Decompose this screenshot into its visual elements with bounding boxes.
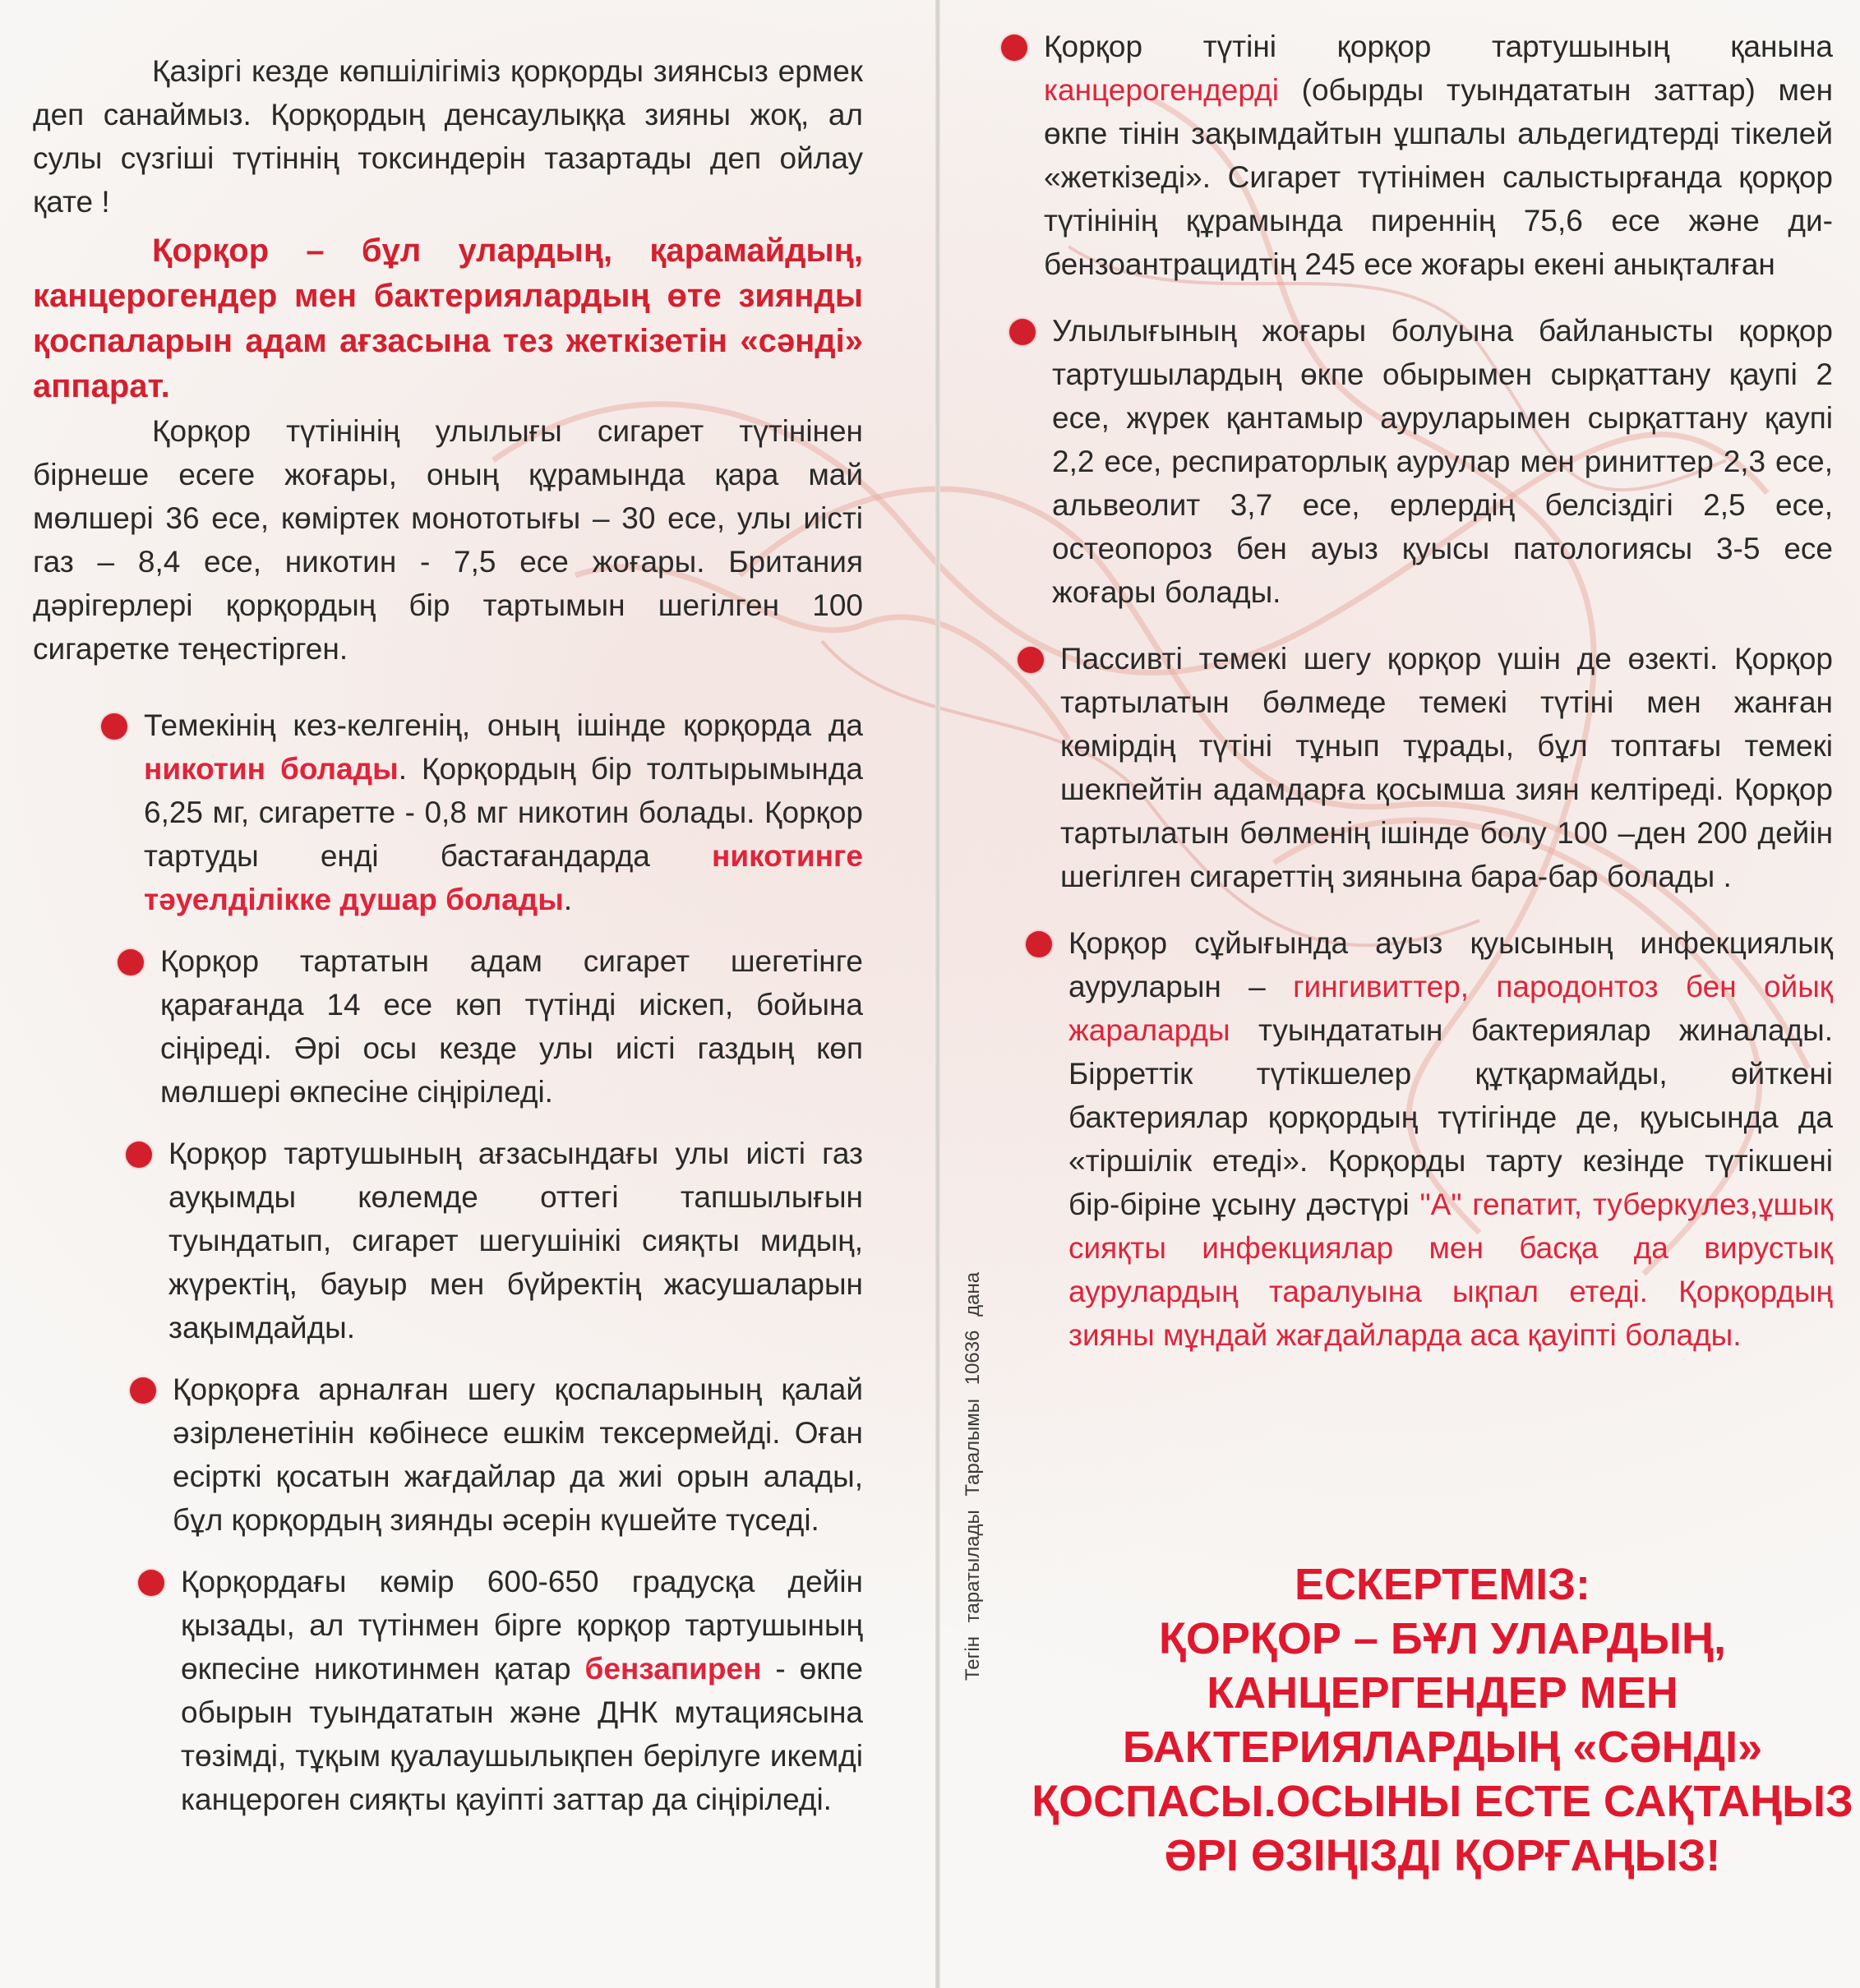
- highlight-nicotine: никотин болады: [144, 752, 399, 786]
- bullet-icon: [130, 1377, 156, 1404]
- text-fragment: туындататын бактериялар жиналады. Бірреттік түтікшелер құтқармайды, өйткені бактериялар қорқордың түтігінде де, қуысында да «тіршілік етеді». Қорқорды тарту кезінде түтікшені бір-біріне ұсыну дәстүрі: [1068, 1013, 1833, 1221]
- warning-line: ӘРІ ӨЗІҢІЗДІ ҚОРҒАҢЫЗ!: [1164, 1831, 1721, 1880]
- text-fragment: Қорқордағы көмір 600-650 градусқа дейін қызады, ал түтінмен бірге қорқор тартушының өкпесіне никотинмен қатар: [181, 1565, 863, 1686]
- text-fragment: Қорқор сұйығында ауыз қуысының инфекциялық ауруларын –: [1068, 926, 1833, 1003]
- bullet-icon: [126, 1142, 152, 1168]
- list-item: [1068, 921, 1833, 1357]
- highlight-benzapyrene: бензапирен: [584, 1652, 762, 1686]
- distribution-note: Тегін таратылады Таралымы 10636 дана: [962, 1271, 984, 1681]
- list-item-text: Қорқор тартушының ағзасындағы улы иісті газ ауқымды көлемде оттегі тапшылығын туындатып, сигарет шегушінікі сияқты мидың, жүректің, бауыр мен бүйректің жасушаларын зақымдайды.: [168, 1137, 863, 1345]
- bullet-icon: [1009, 319, 1036, 345]
- intro-paragraph: Қазіргі кезде көпшілігіміз қорқорды зиянсыз ермек деп санаймыз. Қорқордың денсаулыққа зияны жоқ, ал сулы сүзгіші түтіннің токсиндерін тазартады деп ойлау қате !: [33, 54, 863, 219]
- warning-title: ЕСКЕРТЕМІЗ:: [1294, 1560, 1591, 1609]
- list-item-text: Қорқорға арналған шегу қоспаларының қалай әзірленетінін көбінесе ешкім тексермейді. Оған есірткі қосатын жағдайлар да жиі орын алады, бұл қорқордың зиянды әсерін күшейте түседі.: [173, 1372, 863, 1537]
- bullet-icon: [101, 713, 127, 740]
- highlight-dependency: никотинге тәуелділікке душар болады: [144, 839, 863, 916]
- page-fold: [935, 0, 940, 1988]
- list-item: [1044, 25, 1833, 286]
- lead-statement-rest: канцерогендер мен бактериялардың өте зиянды қоспаларын адам ағзасына тез жеткізетін «сәнді» аппарат.: [33, 278, 863, 404]
- list-item: [181, 1560, 863, 1821]
- left-column: [33, 49, 863, 1821]
- list-item-text: Қорқор тартатын адам сигарет шегетінге қарағанда 14 есе көп түтінді иіскеп, бойына сіңіреді. Әрі осы кезде улы иісті газдың көп мөлшері өкпесіне сіңіріледі.: [160, 944, 863, 1109]
- text-fragment: (обырды туындататын заттар) мен өкпе тінін зақымдайтын ұшпалы альдегидтерді тікелей «жеткізеді». Сигарет түтінімен салыстырғанда қорқор түтінінің құрамында пиреннің 75,6 есе және ди-бензоантрацидтің 245 есе жоғары екені анықталған: [1044, 73, 1833, 281]
- list-item: [144, 703, 863, 921]
- text-fragment: - өкпе обырын туындататын және ДНК мутациясына төзімді, тұқым қуалаушылықпен берілуге икемді канцероген сияқты қауіпті заттар да сіңіріледі.: [181, 1652, 863, 1816]
- list-item: [160, 939, 863, 1114]
- list-item-text: [1068, 921, 1833, 1357]
- warning-line: КАНЦЕРГЕНДЕР МЕН: [1207, 1668, 1678, 1718]
- bullet-icon: [1001, 35, 1027, 61]
- bullet-icon: [1018, 647, 1044, 673]
- text-fragment: . Қорқордың бір толтырымында 6,25 мг, сигаретте - 0,8 мг никотин болады. Қорқор тартуды енді бастағандарда: [144, 752, 864, 873]
- lead-statement: [33, 228, 863, 409]
- bullet-icon: [1026, 931, 1052, 957]
- list-item-text: [1044, 25, 1833, 286]
- list-item-text: Улылығының жоғары болуына байланысты қорқор тартушылардың өкпе обырымен сырқаттану қаупі 2 есе, жүрек қантамыр ауруларымен сырқаттану қаупі 2,2 есе, респираторлық аурулар мен риниттер 2,3 есе, альвеолит 3,7 есе, ерлердің белсіздігі 2,5 есе, остеопороз бен ауыз қуысы патологиясы 3-5 есе жоғары болады.: [1052, 314, 1833, 609]
- warning-line: ҚОРҚОР – БҰЛ УЛАРДЫҢ,: [1158, 1614, 1727, 1663]
- toxicity-paragraph: Қорқор түтінінің улылығы сигарет түтінінен бірнеше есеге жоғары, оның құрамында қара май мөлшері 36 есе, көміртек монототығы – 30 есе, улы иісті газ – 8,4 есе, никотин - 7,5 есе жоғары. Британия дәрігерлері қорқордың бір тартымын шегілген 100 сигаретке теңестірген.: [33, 414, 863, 666]
- list-item: [1052, 309, 1833, 614]
- warning-line: БАКТЕРИЯЛАРДЫҢ «СӘНДІ»: [1122, 1723, 1763, 1772]
- list-item-text: [181, 1560, 863, 1821]
- list-item: [173, 1368, 863, 1542]
- bullet-icon: [118, 949, 144, 976]
- list-item-text: Пассивті темекі шегу қорқор үшін де өзекті. Қорқор тартылатын бөлмеде темекі түтіні мен жанған көмірдің түтіні тұнып тұрады, бұл топтағы темекі шекпейтін адамдарға қосымша зиян келтіреді. Қорқор тартылатын бөлменің ішінде болу 100 –ден 200 дейін шегілген сигареттің зиянына бара-бар болады .: [1060, 642, 1833, 893]
- highlight-infections: "А" гепатит, туберкулез,ұшық сияқты инфекциялар мен басқа да вирустық аурулардың таралуына ықпал етеді. Қорқордың зияны мұндай жағдайларда аса қауіпті болады.: [1068, 1188, 1833, 1352]
- text-fragment: Темекінің кез-келгенің, оның ішінде қорқорда да: [144, 708, 863, 742]
- highlight-oral-diseases: гингивиттер, пародонтоз бен ойық жараларды: [1068, 970, 1833, 1047]
- warning-line: ҚОСПАСЫ.ОСЫНЫ ЕСТЕ САҚТАҢЫЗ: [1032, 1777, 1853, 1826]
- warning-block: [1027, 1557, 1858, 1883]
- text-fragment: Қорқор түтіні қорқор тартушының қанына: [1044, 30, 1833, 63]
- lead-statement-start: Қорқор – бұл улардың, қарамайдың,: [152, 233, 863, 269]
- list-item-text: [144, 703, 863, 921]
- text-fragment: .: [563, 883, 573, 916]
- highlight-carcinogens: канцерогендерді: [1044, 73, 1279, 107]
- list-item: [1060, 637, 1833, 898]
- bullet-icon: [138, 1570, 164, 1596]
- list-item: [168, 1132, 863, 1349]
- right-column: [995, 25, 1833, 1357]
